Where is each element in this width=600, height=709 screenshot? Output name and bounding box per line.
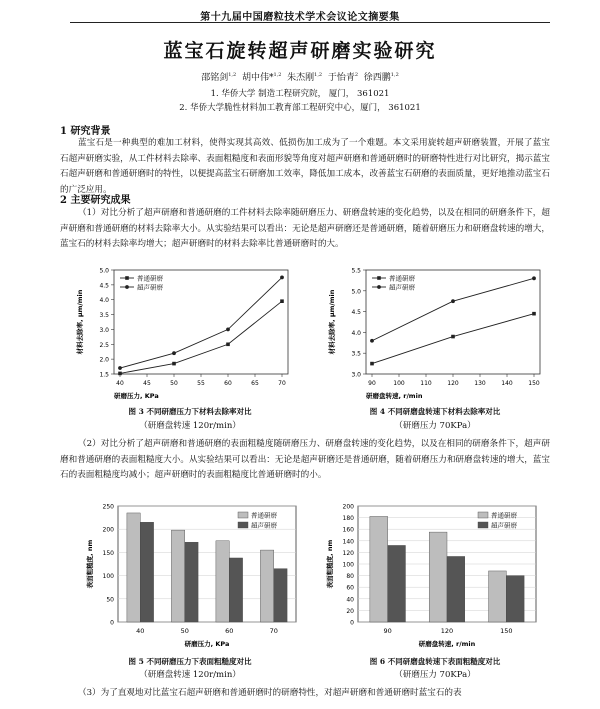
y-tick-label: 150 [102, 549, 114, 557]
y-tick-label: 140 [342, 538, 354, 546]
data-point-circle [370, 339, 374, 343]
x-tick-label: 50 [170, 380, 178, 387]
x-tick-label: 90 [383, 627, 392, 635]
y-axis-label: 材料去除率, μm/min [328, 289, 336, 355]
bar-2 [388, 545, 406, 622]
y-tick-label: 0 [350, 619, 354, 627]
section-heading-1: 1 研究背景 [60, 126, 111, 137]
bar-2 [506, 576, 524, 622]
x-tick-label: 100 [393, 380, 405, 387]
data-point-square [451, 335, 455, 339]
section-2-para-3: （3）为了直观地对比蓝宝石超声研磨和普通研磨时的研磨特性，对超声研磨和普通研磨时蓝宝石的表 [78, 688, 462, 698]
author: 于怡青 [327, 73, 355, 83]
legend-label: 超声研磨 [137, 283, 163, 292]
y-tick-label: 3.5 [99, 312, 109, 320]
author: 邵铭剑 [201, 73, 229, 83]
legend-label: 超声研磨 [491, 521, 517, 530]
running-header: 第十九届中国磨粒技术学术会议论文摘要集 [200, 12, 400, 23]
y-tick-label: 60 [346, 584, 354, 592]
x-tick-label: 140 [501, 380, 513, 387]
legend-marker-circle [377, 285, 381, 289]
legend-swatch [238, 512, 248, 518]
legend-label: 超声研磨 [389, 283, 415, 292]
y-tick-label: 4.0 [351, 329, 361, 337]
x-tick-label: 90 [368, 380, 376, 387]
x-axis-label: 研磨盘转速, r/min [366, 392, 423, 400]
y-tick-label: 3.5 [351, 350, 361, 358]
y-tick-label: 1.5 [99, 371, 109, 379]
x-tick-label: 150 [500, 627, 513, 635]
author: 徐西鹏 [363, 73, 391, 83]
author: 胡中伟* [241, 73, 274, 83]
y-tick-label: 250 [102, 503, 114, 511]
legend-label: 普通研磨 [491, 511, 517, 520]
legend-label: 普通研磨 [389, 274, 415, 283]
bar-2 [229, 558, 242, 622]
paper-title: 蓝宝石旋转超声研磨实验研究 [163, 40, 437, 62]
y-tick-label: 40 [346, 596, 354, 604]
figure-3-line-chart [70, 262, 300, 402]
x-tick-label: 65 [251, 380, 259, 387]
y-tick-label: 120 [342, 549, 354, 557]
bar-1 [260, 550, 273, 622]
series-line-1 [372, 314, 534, 364]
y-tick-label: 3.0 [351, 371, 361, 379]
bar-2 [447, 556, 465, 622]
data-point-circle [532, 276, 536, 280]
x-axis-label: 研磨盘转速, r/min [418, 640, 476, 648]
x-tick-label: 70 [269, 627, 278, 635]
y-tick-label: 100 [342, 561, 354, 569]
data-point-circle [226, 328, 230, 332]
x-axis-label: 研磨压力, KPa [184, 640, 230, 648]
y-tick-label: 20 [346, 607, 354, 615]
section-2-para-1: （1）对比分析了超声研磨和普通研磨的工件材料去除率随研磨压力、研磨盘转速的变化趋势，以及在相同的研磨条件下，超声研磨和普通研磨的材料去除率大小。从实验结果可以看出：无论是超声研磨还是普通研磨，随着研磨压力和研磨盘转速的增大，蓝宝石的材料去除率均增大；超声研磨时的材料去除率比普通研磨时的大。 [60, 208, 550, 249]
x-axis-label: 研磨压力, KPa [114, 392, 159, 400]
data-point-square [370, 362, 374, 366]
data-point-square [280, 299, 284, 303]
y-tick-label: 3.0 [99, 326, 109, 334]
data-point-circle [451, 299, 455, 303]
y-tick-label: 5.0 [99, 267, 109, 275]
data-point-square [226, 342, 230, 346]
figure-4-caption: 图 4 不同研磨盘转速下材料去除率对比 [369, 407, 501, 416]
figure-4-subcaption: （研磨压力 70KPa） [394, 421, 476, 431]
figure-6-bar-chart [318, 500, 548, 650]
figure-5-subcaption: （研磨盘转速 120r/min） [139, 670, 241, 680]
bar-1 [171, 530, 184, 622]
legend-swatch [238, 522, 248, 528]
figure-6-subcaption: （研磨压力 70KPa） [394, 670, 476, 680]
x-tick-label: 60 [225, 627, 234, 635]
x-tick-label: 110 [420, 380, 432, 387]
x-tick-label: 50 [180, 627, 189, 635]
section-1-text: 蓝宝石是一种典型的难加工材料，使得实现其高效、低损伤加工成为了一个难题。本文采用旋转超声研磨装置，开展了蓝宝石超声研磨实验，从工件材料去除率、表面粗糙度和表面形貌等角度对超声研磨和普通研磨时的研磨特性进行对比研究，揭示蓝宝石超声研磨和普通研磨时的特性，以便提高蓝宝石研磨加工效率，降低加工成本，改善蓝宝石研磨的表面质量，更好地推动蓝宝石的广泛应用。 [60, 138, 550, 195]
figure-3-subcaption: （研磨盘转速 120r/min） [139, 421, 241, 431]
x-tick-label: 150 [528, 380, 540, 387]
section-heading-2: 2 主要研究成果 [60, 195, 131, 206]
author-list: 邵铭剑$^{1,2}$ 胡中伟*$^{1,2}$ 朱杰刚$^{1,2}$ 于怡青$^2$ 徐西鹏$^{1,2}$ [201, 72, 399, 83]
y-axis-label: 表面粗糙度, nm [326, 539, 334, 589]
legend-label: 普通研磨 [251, 511, 277, 520]
legend-label: 普通研磨 [137, 274, 163, 283]
bar-1 [216, 541, 229, 622]
y-tick-label: 4.5 [351, 309, 361, 317]
legend-swatch [478, 512, 488, 518]
series-line-1 [120, 301, 282, 373]
x-tick-label: 70 [278, 380, 286, 387]
data-point-square [172, 362, 176, 366]
bar-1 [370, 516, 388, 622]
data-point-circle [280, 276, 284, 280]
header-rule [70, 22, 550, 23]
y-tick-label: 2.5 [99, 341, 109, 349]
figure-5-bar-chart [78, 500, 308, 650]
legend-marker-square [377, 276, 381, 280]
affiliation-1: 1. 华侨大学 制造工程研究院， 厦门， 361021 [210, 89, 390, 99]
y-axis-label: 材料去除率, μm/min [76, 289, 84, 355]
data-point-square [532, 312, 536, 316]
section-2-para-2: （2）对比分析了超声研磨和普通研磨的表面粗糙度随研磨压力、研磨盘转速的变化趋势，以及在相同的研磨条件下，超声研磨和普通研磨的表面粗糙度大小。从实验结果可以看出：无论是超声研磨还是普通研磨，随着研磨压力和研磨盘转速的增大，蓝宝石的表面粗糙度均减小；超声研磨时的表面粗糙度比普通研磨时的小。 [60, 439, 550, 480]
bar-2 [140, 522, 153, 622]
affiliation-2: 2. 华侨大学脆性材料加工教育部工程研究中心，厦门， 361021 [179, 103, 421, 113]
legend-marker-circle [125, 285, 129, 289]
figure-5-caption: 图 5 不同研磨压力下表面粗糙度对比 [128, 657, 252, 666]
legend-swatch [478, 522, 488, 528]
y-tick-label: 0 [110, 619, 114, 627]
figure-6-caption: 图 6 不同研磨盘转速下表面粗糙度对比 [369, 657, 501, 666]
legend-label: 超声研磨 [251, 521, 277, 530]
x-tick-label: 55 [197, 380, 205, 387]
bar-1 [127, 513, 140, 622]
y-tick-label: 200 [342, 503, 354, 511]
y-tick-label: 200 [102, 526, 114, 534]
x-tick-label: 60 [224, 380, 232, 387]
y-axis-label: 表面粗糙度, nm [86, 539, 94, 589]
data-point-circle [172, 351, 176, 355]
bar-2 [185, 542, 198, 622]
y-tick-label: 4.5 [99, 282, 109, 290]
x-tick-label: 120 [447, 380, 459, 387]
data-point-circle [118, 366, 122, 370]
x-tick-label: 40 [116, 380, 124, 387]
y-tick-label: 100 [102, 573, 114, 581]
y-tick-label: 180 [342, 515, 354, 523]
data-point-square [118, 372, 122, 376]
y-tick-label: 160 [342, 526, 354, 534]
bar-2 [274, 569, 287, 622]
bar-1 [429, 532, 447, 622]
y-tick-label: 2.0 [99, 356, 109, 364]
x-tick-label: 45 [143, 380, 151, 387]
legend-marker-square [125, 276, 129, 280]
y-tick-label: 4.0 [99, 297, 109, 305]
author: 朱杰刚 [287, 73, 315, 83]
y-tick-label: 5.0 [351, 288, 361, 296]
x-tick-label: 40 [136, 627, 145, 635]
x-tick-label: 130 [474, 380, 486, 387]
y-tick-label: 50 [106, 596, 114, 604]
y-tick-label: 5.5 [351, 267, 361, 275]
x-tick-label: 120 [440, 627, 454, 635]
y-tick-label: 80 [346, 573, 354, 581]
figure-4-line-chart [322, 262, 552, 402]
bar-1 [489, 571, 507, 622]
figure-3-caption: 图 3 不同研磨压力下材料去除率对比 [128, 407, 252, 416]
